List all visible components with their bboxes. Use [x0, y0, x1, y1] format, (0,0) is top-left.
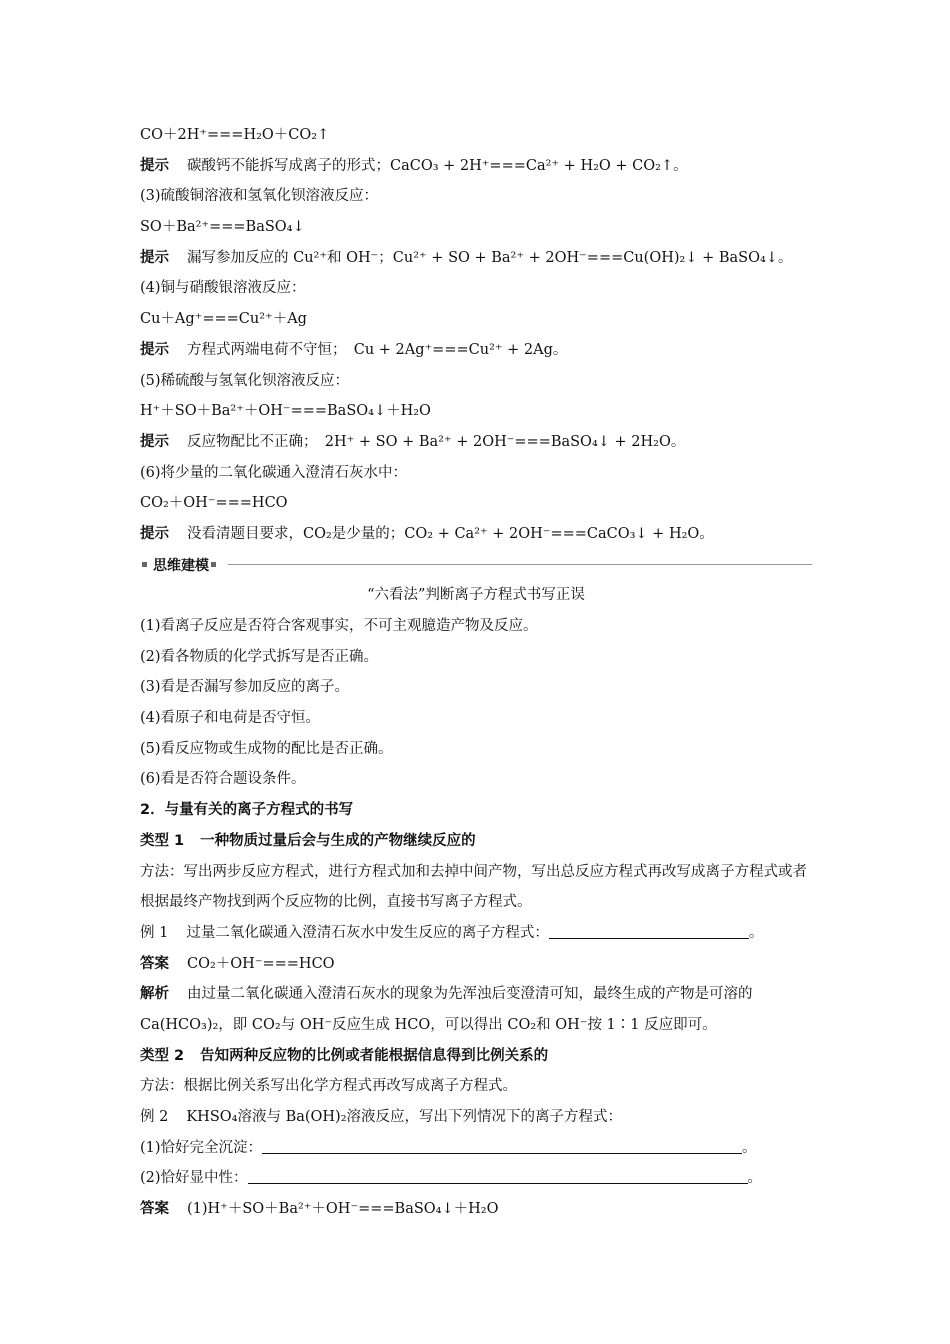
question-line: (3)硫酸铜溶液和氢氧化钡溶液反应： — [140, 188, 379, 205]
answer-tag: 答案 — [140, 955, 169, 972]
question-text: (1)恰好完全沉淀： — [140, 1139, 263, 1156]
model-item: (4)看原子和电荷是否守恒。 — [140, 710, 321, 727]
model-item: (5)看反应物或生成物的配比是否正确。 — [140, 740, 393, 757]
hint-line — [140, 519, 812, 550]
question-line — [140, 1163, 812, 1194]
hint-line — [140, 151, 812, 182]
hint-text: 方程式两端电荷不守恒； Cu + 2Ag⁺===Cu²⁺ + 2Ag。 — [187, 341, 568, 358]
model-item: (3)看是否漏写参加反应的离子。 — [140, 679, 350, 696]
square-bullet-icon — [142, 562, 147, 567]
answer-text: CO₂＋OH⁻===HCO — [187, 955, 335, 972]
hint-tag: 提示 — [140, 157, 169, 174]
method-text: 方法：根据比例关系写出化学方程式再改写成离子方程式。 — [140, 1078, 517, 1095]
hint-line — [140, 427, 812, 458]
question-line: (4)铜与硝酸银溶液反应： — [140, 280, 306, 297]
square-bullet-icon — [211, 562, 216, 567]
question-line — [140, 1133, 812, 1164]
section-divider — [228, 564, 812, 565]
hint-tag: 提示 — [140, 433, 169, 450]
equation-line: SO＋Ba²⁺===BaSO₄↓ — [140, 219, 305, 236]
hint-line — [140, 243, 812, 274]
example-text: KHSO₄溶液与 Ba(OH)₂溶液反应，写出下列情况下的离子方程式： — [186, 1109, 623, 1126]
type-title: 一种物质过量后会与生成的产物继续反应的 — [200, 832, 476, 849]
section-title: 思维建模 — [153, 557, 209, 574]
model-item: (2)看各物质的化学式拆写是否正确。 — [140, 648, 379, 665]
example-label: 例 2 — [140, 1109, 169, 1126]
equation-line: H⁺＋SO＋Ba²⁺＋OH⁻===BaSO₄↓＋H₂O — [140, 403, 431, 420]
example-end: 。 — [748, 924, 764, 941]
hint-line — [140, 335, 812, 366]
hint-tag: 提示 — [140, 341, 169, 358]
subheading: 2．与量有关的离子方程式的书写 — [140, 802, 354, 819]
analysis-text — [140, 979, 812, 1040]
answer-line — [140, 949, 812, 980]
example-label: 例 1 — [140, 924, 169, 941]
question-text: (2)恰好显中性： — [140, 1170, 248, 1187]
equation-line: Cu＋Ag⁺===Cu²⁺＋Ag — [140, 311, 307, 328]
analysis-body: 由过量二氧化碳通入澄清石灰水的现象为先浑浊后变澄清可知，最终生成的产物是可溶的 Ca(HCO₃)₂，即 CO₂与 OH⁻反应生成 HCO，可以得出 CO₂和 OH⁻按 1∶1 反应即可。 — [140, 986, 753, 1033]
type-label: 类型 2 — [140, 1047, 185, 1064]
answer-text: (1)H⁺＋SO＋Ba²⁺＋OH⁻===BaSO₄↓＋H₂O — [187, 1201, 499, 1218]
hint-tag: 提示 — [140, 525, 169, 542]
example-text: 过量二氧化碳通入澄清石灰水中发生反应的离子方程式： — [186, 924, 549, 941]
answer-blank — [248, 1169, 748, 1184]
method-text: 方法：写出两步反应方程式，进行方程式加和去掉中间产物，写出总反应方程式再改写成离子方程式或者根据最终产物找到两个反应物的比例，直接书写离子方程式。 — [140, 863, 807, 911]
equation-line: CO＋2H⁺===H₂O＋CO₂↑ — [140, 127, 330, 143]
hint-text: 没看清题目要求，CO₂是少量的；CO₂ + Ca²⁺ + 2OH⁻===CaCO₃↓ + H₂O。 — [187, 525, 714, 542]
answer-tag: 答案 — [140, 1201, 169, 1218]
answer-line — [140, 1194, 812, 1225]
type-title: 告知两种反应物的比例或者能根据信息得到比例关系的 — [200, 1047, 549, 1064]
model-item: (6)看是否符合题设条件。 — [140, 771, 306, 788]
question-line: (5)稀硫酸与氢氧化钡溶液反应： — [140, 372, 350, 389]
document-page — [140, 120, 812, 1225]
hint-text: 反应物配比不正确； 2H⁺ + SO + Ba²⁺ + 2OH⁻===BaSO₄↓ + 2H₂O。 — [187, 433, 686, 450]
hint-text: 碳酸钙不能拆写成离子的形式；CaCO₃ + 2H⁺===Ca²⁺ + H₂O + CO₂↑。 — [187, 157, 688, 174]
hint-tag: 提示 — [140, 249, 169, 266]
question-line: (6)将少量的二氧化碳通入澄清石灰水中： — [140, 464, 408, 481]
answer-blank — [549, 924, 749, 939]
example-line — [140, 918, 812, 949]
model-item: (1)看离子反应是否符合客观事实，不可主观臆造产物及反应。 — [140, 618, 538, 634]
example-line — [140, 1102, 812, 1133]
hint-text: 漏写参加反应的 Cu²⁺和 OH⁻；Cu²⁺ + SO + Ba²⁺ + 2OH⁻===Cu(OH)₂↓ + BaSO₄↓。 — [187, 249, 793, 266]
question-end: 。 — [747, 1170, 763, 1187]
equation-line: CO₂＋OH⁻===HCO — [140, 495, 288, 512]
section-header — [140, 550, 812, 581]
type-label: 类型 1 — [140, 832, 185, 849]
analysis-tag: 解析 — [140, 986, 169, 1003]
question-end: 。 — [742, 1139, 757, 1156]
type-heading — [140, 1041, 812, 1072]
model-title: “六看法”判断离子方程式书写正误 — [367, 587, 585, 604]
type-heading — [140, 826, 812, 857]
answer-blank — [262, 1139, 742, 1154]
